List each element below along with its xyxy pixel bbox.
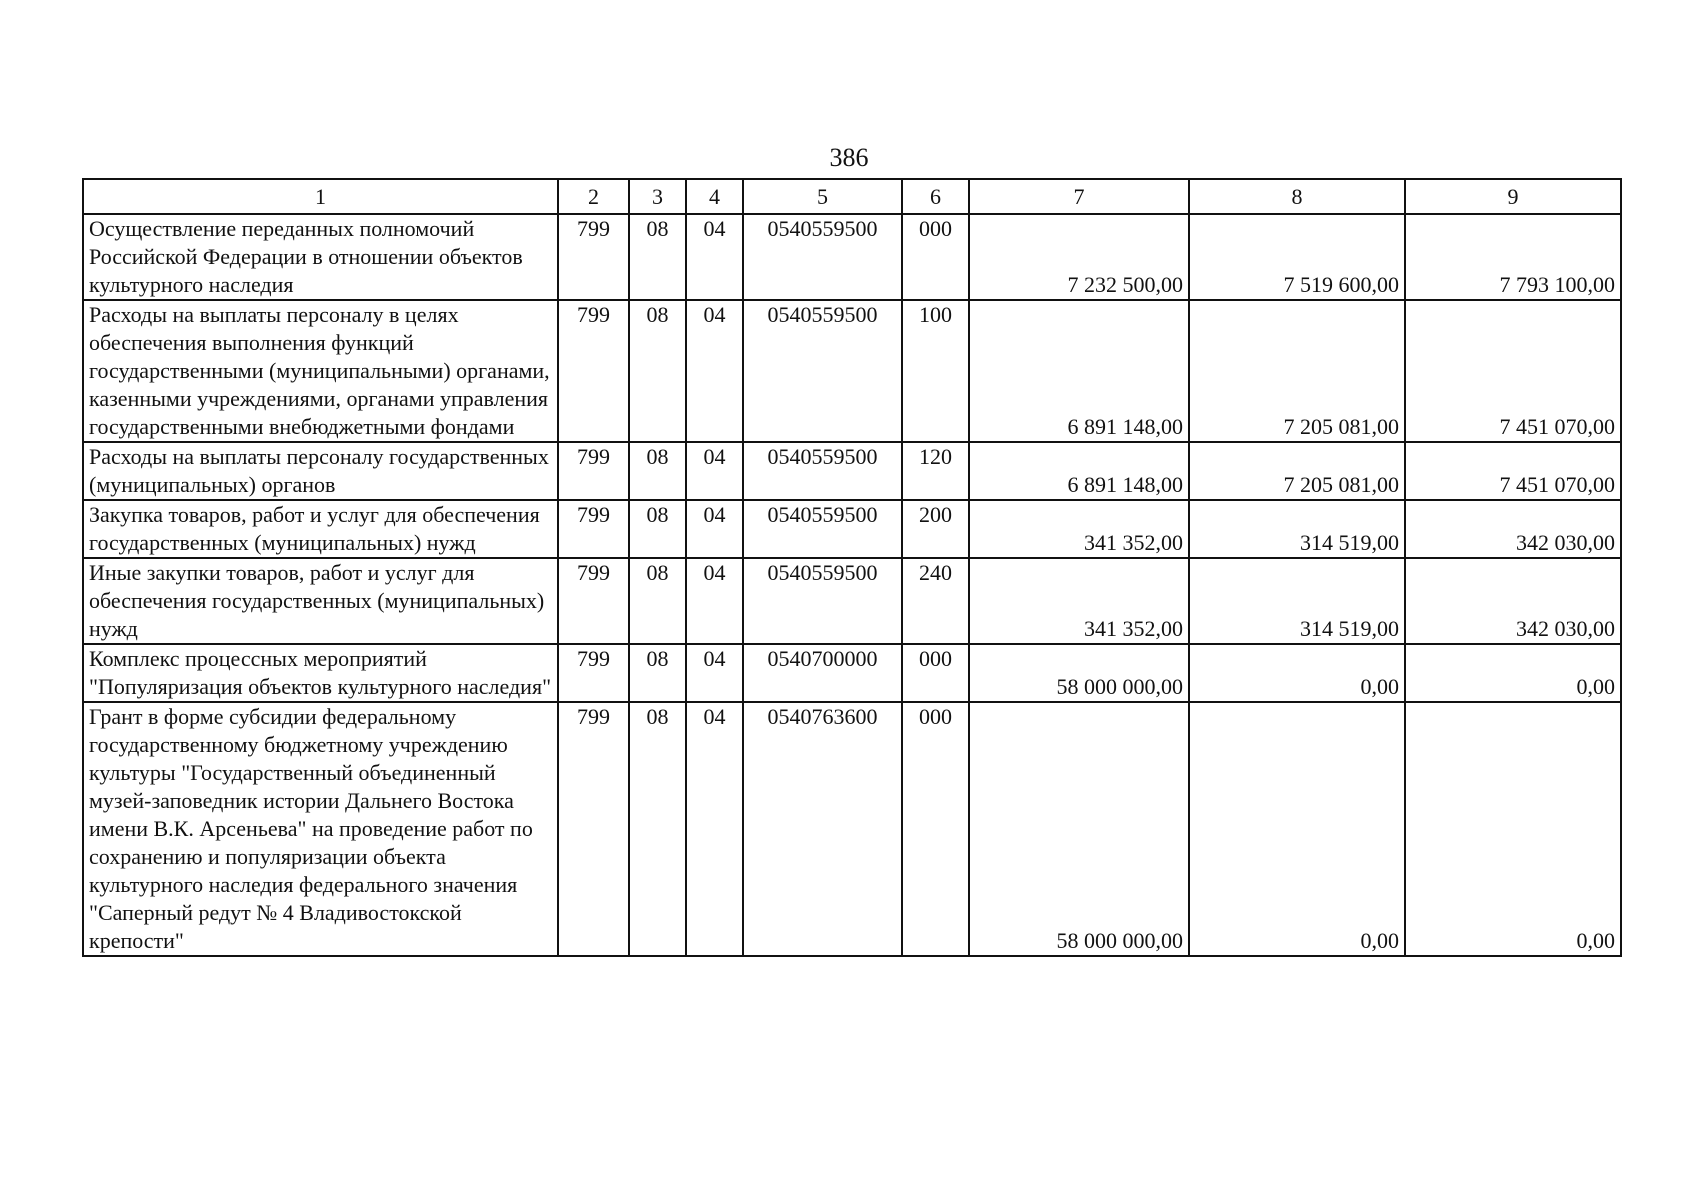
target-article-code: 0540559500 — [743, 214, 902, 300]
section-code: 08 — [629, 214, 686, 300]
section-code: 08 — [629, 442, 686, 500]
amount-col-7: 6 891 148,00 — [969, 300, 1189, 442]
target-article-code: 0540763600 — [743, 702, 902, 956]
page-number: 386 — [829, 143, 869, 172]
amount-col-9: 342 030,00 — [1405, 558, 1621, 644]
header-cell: 6 — [902, 179, 969, 214]
target-article-code: 0540559500 — [743, 558, 902, 644]
header-cell: 2 — [558, 179, 629, 214]
table-row — [83, 702, 1621, 956]
expense-type-code: 100 — [902, 300, 969, 442]
table-row — [83, 500, 1621, 558]
target-article-code: 0540559500 — [743, 500, 902, 558]
subsection-code: 04 — [686, 500, 743, 558]
amount-col-8: 314 519,00 — [1189, 500, 1405, 558]
target-article-code: 0540700000 — [743, 644, 902, 702]
header-cell: 5 — [743, 179, 902, 214]
expense-name: Иные закупки товаров, работ и услуг для обеспечения государственных (муниципальных) нужд — [83, 558, 558, 644]
header-cell: 7 — [969, 179, 1189, 214]
section-code: 08 — [629, 644, 686, 702]
amount-col-9: 7 451 070,00 — [1405, 442, 1621, 500]
amount-col-8: 0,00 — [1189, 702, 1405, 956]
subsection-code: 04 — [686, 644, 743, 702]
amount-col-8: 314 519,00 — [1189, 558, 1405, 644]
section-code: 08 — [629, 558, 686, 644]
amount-col-7: 7 232 500,00 — [969, 214, 1189, 300]
section-code: 08 — [629, 500, 686, 558]
subsection-code: 04 — [686, 300, 743, 442]
amount-col-9: 7 793 100,00 — [1405, 214, 1621, 300]
budget-table — [82, 178, 1622, 957]
table-row — [83, 214, 1621, 300]
ministry-code: 799 — [558, 644, 629, 702]
amount-col-9: 7 451 070,00 — [1405, 300, 1621, 442]
expense-type-code: 000 — [902, 214, 969, 300]
ministry-code: 799 — [558, 702, 629, 956]
amount-col-7: 58 000 000,00 — [969, 644, 1189, 702]
amount-col-7: 341 352,00 — [969, 500, 1189, 558]
subsection-code: 04 — [686, 214, 743, 300]
table-row — [83, 558, 1621, 644]
expense-name: Расходы на выплаты персоналу в целях обеспечения выполнения функций государственными (муниципальными) органами, казенными учреждениями, органами управления государственными внебюджетными фондами — [83, 300, 558, 442]
subsection-code: 04 — [686, 442, 743, 500]
amount-col-7: 6 891 148,00 — [969, 442, 1189, 500]
amount-col-8: 7 205 081,00 — [1189, 300, 1405, 442]
ministry-code: 799 — [558, 442, 629, 500]
ministry-code: 799 — [558, 300, 629, 442]
amount-col-8: 7 519 600,00 — [1189, 214, 1405, 300]
table-row — [83, 442, 1621, 500]
expense-type-code: 000 — [902, 702, 969, 956]
subsection-code: 04 — [686, 558, 743, 644]
section-code: 08 — [629, 702, 686, 956]
amount-col-7: 341 352,00 — [969, 558, 1189, 644]
expense-type-code: 200 — [902, 500, 969, 558]
ministry-code: 799 — [558, 214, 629, 300]
expense-name: Грант в форме субсидии федеральному государственному бюджетному учреждению культуры "Государственный объединенный музей-заповедник истории Дальнего Востока имени В.К. Арсеньева" на проведение работ по сохранению и популяризации объекта культурного наследия федерального значения "Саперный редут № 4 Владивостокской крепости" — [83, 702, 558, 956]
target-article-code: 0540559500 — [743, 442, 902, 500]
expense-name: Расходы на выплаты персоналу государственных (муниципальных) органов — [83, 442, 558, 500]
header-cell: 1 — [83, 179, 558, 214]
expense-name: Закупка товаров, работ и услуг для обеспечения государственных (муниципальных) нужд — [83, 500, 558, 558]
amount-col-8: 0,00 — [1189, 644, 1405, 702]
amount-col-9: 0,00 — [1405, 644, 1621, 702]
amount-col-9: 0,00 — [1405, 702, 1621, 956]
header-cell: 8 — [1189, 179, 1405, 214]
amount-col-9: 342 030,00 — [1405, 500, 1621, 558]
header-cell: 4 — [686, 179, 743, 214]
expense-type-code: 120 — [902, 442, 969, 500]
table-header-row — [83, 179, 1621, 214]
amount-col-7: 58 000 000,00 — [969, 702, 1189, 956]
header-cell: 9 — [1405, 179, 1621, 214]
ministry-code: 799 — [558, 500, 629, 558]
expense-name: Осуществление переданных полномочий Российской Федерации в отношении объектов культурного наследия — [83, 214, 558, 300]
expense-type-code: 000 — [902, 644, 969, 702]
target-article-code: 0540559500 — [743, 300, 902, 442]
header-cell: 3 — [629, 179, 686, 214]
ministry-code: 799 — [558, 558, 629, 644]
expense-name: Комплекс процессных мероприятий "Популяризация объектов культурного наследия" — [83, 644, 558, 702]
expense-type-code: 240 — [902, 558, 969, 644]
table-row — [83, 644, 1621, 702]
subsection-code: 04 — [686, 702, 743, 956]
section-code: 08 — [629, 300, 686, 442]
amount-col-8: 7 205 081,00 — [1189, 442, 1405, 500]
table-row — [83, 300, 1621, 442]
